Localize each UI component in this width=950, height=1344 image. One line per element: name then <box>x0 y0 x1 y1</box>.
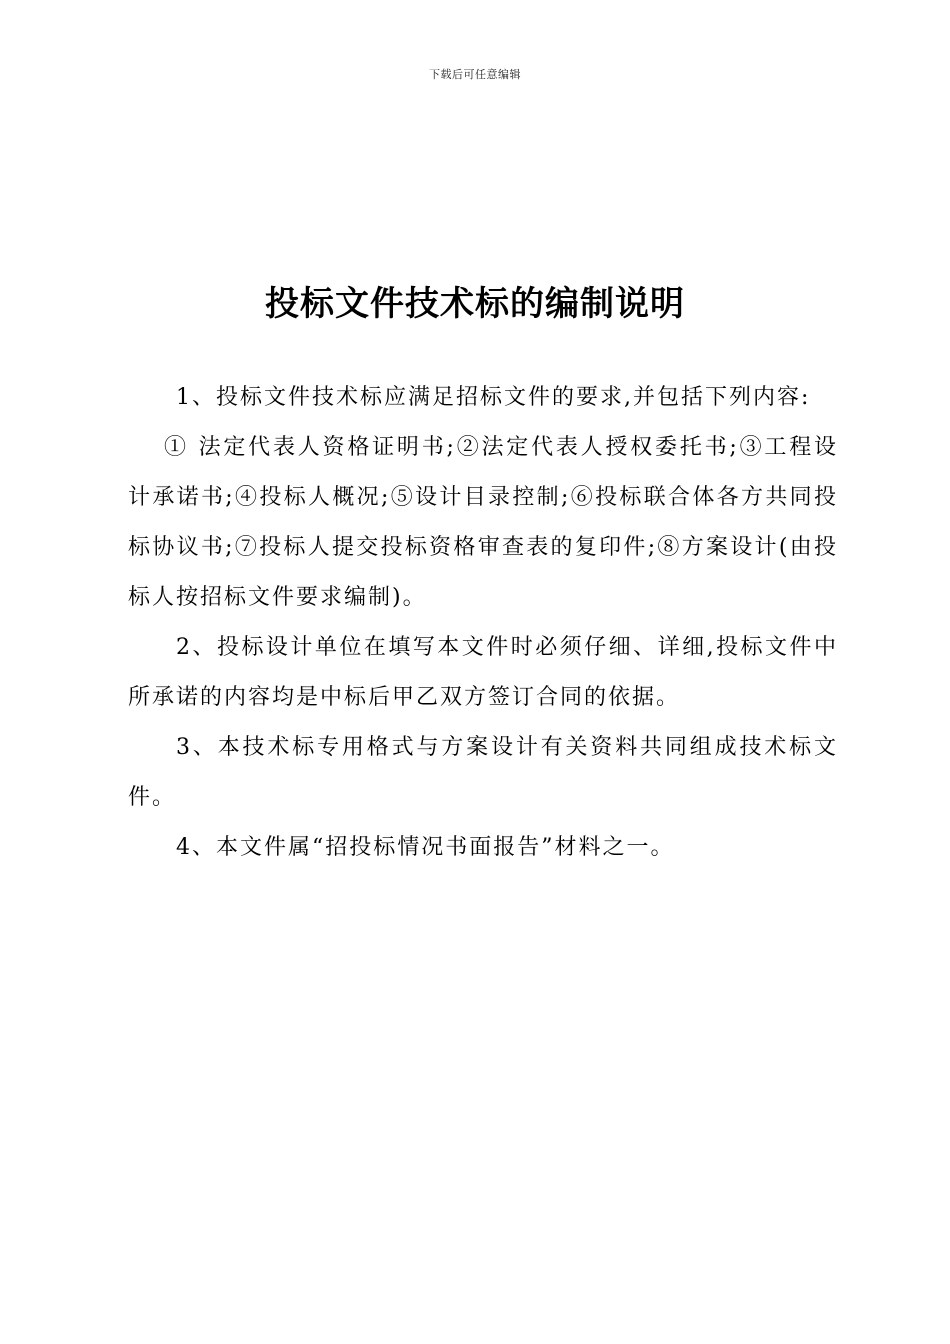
document-body <box>128 373 838 873</box>
document-title: 投标文件技术标的编制说明 <box>265 284 685 324</box>
paragraph-1: 1、投标文件技术标应满足招标文件的要求,并包括下列内容: <box>176 385 811 410</box>
paragraph-items: ① 法定代表人资格证明书;②法定代表人授权委托书;③工程设计承诺书;④投标人概况;⑤设计目录控制;⑥投标联合体各方共同投标协议书;⑦投标人提交投标资格审查表的复印件;⑧方案设计(由投标人按招标文件要求编制)。 <box>128 435 838 610</box>
paragraph-2: 2、投标设计单位在填写本文件时必须仔细、详细,投标文件中所承诺的内容均是中标后甲乙双方签订合同的依据。 <box>128 635 838 710</box>
header-note: 下载后可任意编辑 <box>429 68 521 81</box>
paragraph-3: 3、本技术标专用格式与方案设计有关资料共同组成技术标文件。 <box>128 735 838 810</box>
paragraph-4: 4、本文件属“招投标情况书面报告”材料之一。 <box>176 835 675 860</box>
